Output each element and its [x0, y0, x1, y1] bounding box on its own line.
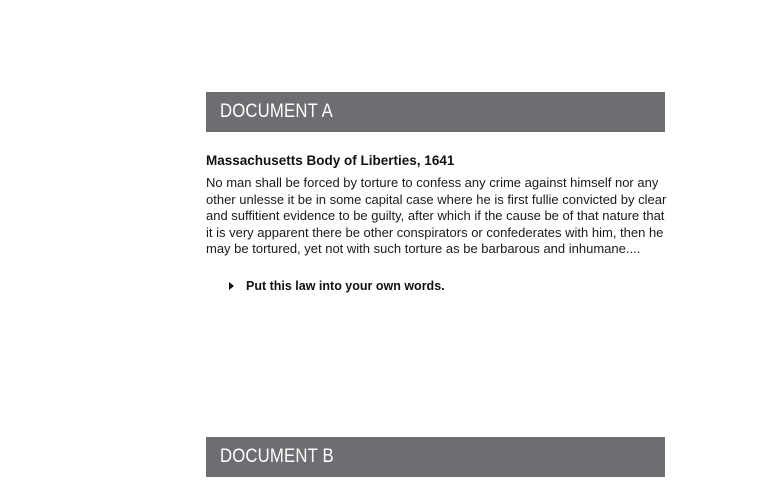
- document-b-header-label: DOCUMENT B: [220, 446, 334, 467]
- document-a-header: [206, 92, 665, 132]
- document-b-header: [206, 437, 665, 477]
- source-title: Massachusetts Body of Liberties, 1641: [206, 153, 455, 168]
- question-prompt: [229, 279, 445, 293]
- document-a-header-label: DOCUMENT A: [220, 101, 333, 122]
- triangle-right-icon: [229, 282, 234, 290]
- question-prompt-text: Put this law into your own words.: [246, 279, 445, 293]
- document-a-passage: No man shall be forced by torture to confess any crime against himself nor any other unlesse it be in some capital case where he is first fullie convicted by clear and suffitient evidence to be guilty, after which if the cause be of that nature that it is very apparent there be other conspirators or confederates with him, then he may be tortured, yet not with such torture as be barbarous and inhumane....: [206, 175, 667, 257]
